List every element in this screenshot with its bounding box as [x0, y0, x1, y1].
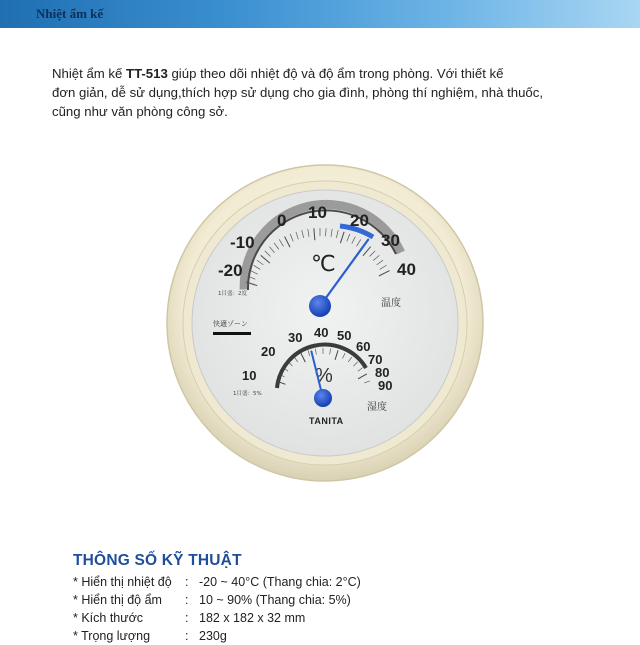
spec-row [73, 573, 593, 591]
hum-scale-label: 50 [337, 328, 352, 343]
temp-scale-label: 0 [277, 211, 287, 230]
specs-title: THÔNG SỐ KỸ THUẬT [73, 552, 242, 569]
intro-line-3: cũng như văn phòng công sở. [52, 104, 228, 119]
spec-value: 10 ~ 90% (Thang chia: 5%) [199, 593, 351, 607]
spec-separator: : [185, 629, 189, 643]
header-bar [0, 0, 640, 28]
intro-prefix: Nhiệt ẩm kế [52, 66, 127, 81]
hum-scale-label: 10 [242, 368, 257, 383]
comfort-label: 快適ゾーン [213, 320, 248, 328]
temp-note: 1目盛：2度 [218, 291, 247, 297]
spec-value: 230g [199, 629, 227, 643]
hum-scale-label: 80 [375, 365, 390, 380]
hum-unit: % [315, 365, 333, 387]
hum-scale-label: 60 [356, 339, 371, 354]
spec-row [73, 591, 593, 609]
temp-scale-label: 20 [350, 211, 369, 230]
spec-value: 182 x 182 x 32 mm [199, 611, 306, 625]
temp-scale-label: 40 [397, 260, 416, 279]
hum-scale-label: 30 [288, 330, 303, 345]
temp-hub [309, 295, 331, 317]
spec-label: * Hiển thị độ ẩm [73, 593, 162, 607]
intro-line-1 [52, 64, 612, 83]
temp-unit: ℃ [311, 252, 336, 277]
hum-note: 1目盛：5% [233, 391, 262, 397]
thermo-hygrometer-image [160, 158, 490, 488]
spec-separator: : [185, 611, 189, 625]
temp-scale-label: -10 [230, 233, 255, 252]
temp-label: 温度 [381, 298, 401, 309]
model-name: TT-513 [126, 66, 168, 81]
intro-paragraph [52, 64, 612, 121]
spec-label: * Trọng lượng [73, 629, 151, 643]
page-title: Nhiệt ẩm kế [36, 6, 104, 21]
spec-separator: : [185, 575, 189, 589]
hum-label: 湿度 [367, 402, 387, 413]
hum-scale-label: 70 [368, 352, 383, 367]
temp-scale-label: 10 [308, 203, 327, 222]
comfort-bar [213, 332, 251, 335]
intro-line-2: đơn giản, dễ sử dụng,thích hợp sử dụng cho gia đình, phòng thí nghiệm, nhà thuốc, [52, 85, 543, 100]
hum-scale-label: 90 [378, 378, 393, 393]
spec-label: * Kích thước [73, 611, 144, 625]
temp-scale-label: 30 [381, 231, 400, 250]
spec-value: -20 ~ 40°C (Thang chia: 2°C) [199, 575, 361, 589]
specs-list [73, 573, 593, 645]
hum-hub [314, 389, 332, 407]
spec-row [73, 627, 593, 645]
spec-label: * Hiển thị nhiệt độ [73, 575, 172, 589]
hum-scale-label: 40 [314, 325, 329, 340]
spec-row [73, 609, 593, 627]
brand-logo: TANITA [309, 416, 344, 426]
hum-scale-label: 20 [261, 344, 276, 359]
intro-suffix: giúp theo dõi nhiệt độ và độ ẩm trong phòng. Với thiết kế [167, 66, 504, 81]
temp-scale-label: -20 [218, 261, 243, 280]
spec-separator: : [185, 593, 189, 607]
